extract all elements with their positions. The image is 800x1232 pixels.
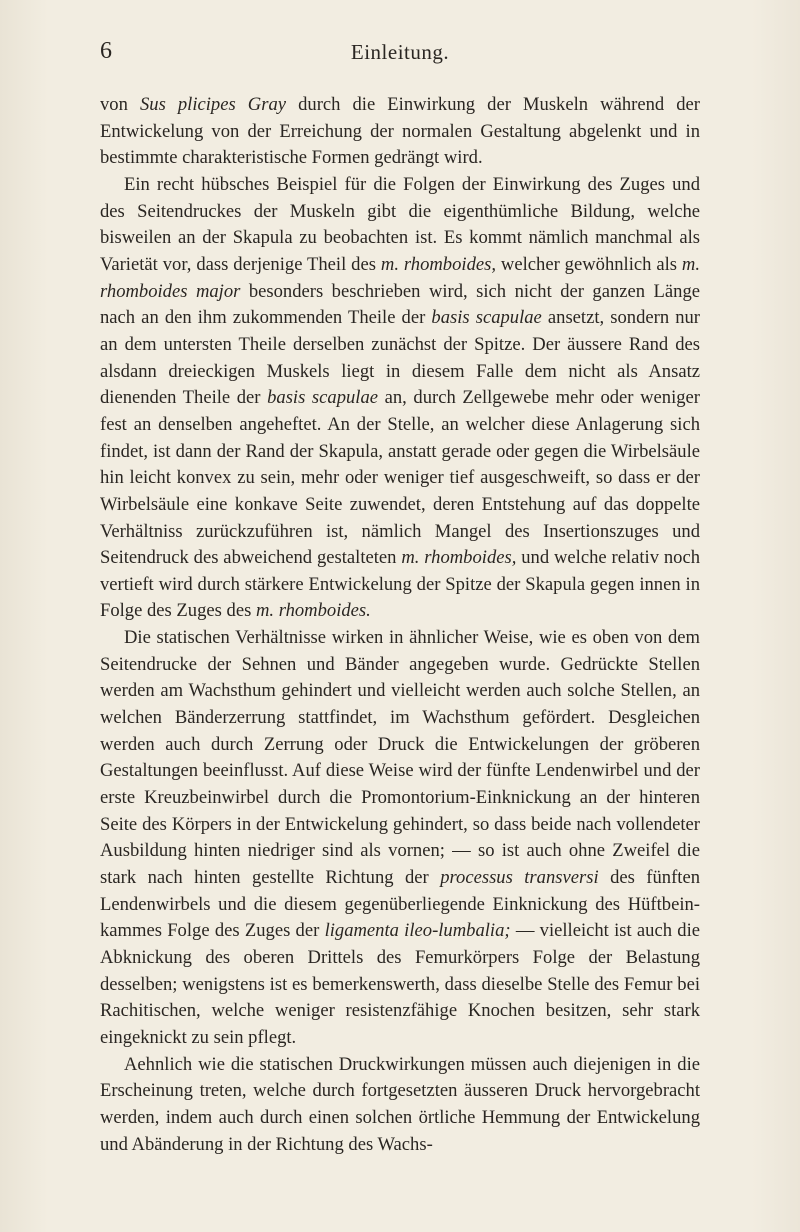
text-run: und welche relativ noch vertieft wird durch stärkere Entwickelung der Spitze der Skapula gegen innen in Folge des Zuges des: [100, 547, 700, 622]
text-run: Aehnlich wie die statischen Druckwirkungen müssen auch diejenigen in die Erscheinung treten, welche durch fortgesetzten äusseren Druck hervorgebracht werden, indem auch durch einen solchen örtliche Hemmung der Entwickelung und Abänderung in der Richtung des Wachs-: [100, 1053, 700, 1155]
italic-term: Sus plicipes Gray: [139, 94, 287, 115]
paragraph: [100, 92, 700, 172]
page-header: [100, 38, 700, 68]
text-run: besonders beschrieben wird, sich nicht der ganzen Länge nach an den ihm zukommenden Theile der: [100, 280, 701, 329]
italic-term: m. rhomboides,: [380, 253, 496, 275]
italic-term: basis scapulae: [431, 307, 542, 329]
page-number: 6: [100, 38, 112, 64]
italic-term: ligamenta ileo-lumbalia;: [324, 920, 511, 942]
italic-term: m. rhomboides.: [255, 600, 371, 622]
body-text: [100, 92, 700, 1158]
italic-term: basis scapulae: [267, 387, 379, 409]
text-run: durch die Einwirkung der Muskeln während der Entwickelung von der Erreichung der normalen Gestaltung abgelenkt und in bestimmte charakteristische Formen gedrängt wird.: [100, 94, 700, 169]
text-run: Ein recht hübsches Beispiel für die Folgen der Einwirkung des Zuges und des Seitendruckes der Muskeln gibt die eigenthümliche Bildung, welche bisweilen an der Skapula zu beobachten ist. Es kommt nämlich manchmal als Varietät vor, dass derjenige Theil des: [100, 173, 700, 275]
text-run: — vielleicht ist auch die Abknickung des oberen Drittels des Femurkörpers Folge der Belastung desselben; wenigstens ist es bemerkenswerth, dass dieselbe Stelle des Femur bei Rachitischen, welche weniger resistenzfähige Knochen besitzen, sehr stark eingeknickt zu sein pflegt.: [100, 920, 700, 1048]
text-run: an, durch Zellgewebe mehr oder weniger fest an denselben angeheftet. An der Stelle, an welcher diese Anlagerung sich findet, ist dann der Rand der Skapula, anstatt gerade oder gegen die Wirbelsäule hin leicht konvex zu sein, mehr oder weniger tief ausgeschweift, so dass er der Wirbelsäule eine konkave Seite zuwendet, deren Entstehung auf das doppelte Verhältniss zurückzuführen ist, nämlich Mangel des Insertionszuges und Seitendruck des abweichend gestalteten: [100, 387, 700, 569]
text-run: welcher gewöhnlich als: [496, 253, 682, 275]
paragraph: [100, 1052, 700, 1159]
text-run: Die statischen Verhältnisse wirken in ähnlicher Weise, wie es oben von dem Seitendrucke der Sehnen und Bänder angegeben wurde. Gedrückte Stellen werden am Wachsthum gehindert und vielleicht werden auch solche Stellen, an welchen Bänderzerrung stattfindet, im Wachsthum gefördert. Desgleichen werden auch durch Zerrung oder Druck die Entwickelungen der gröberen Gestaltungen beeinflusst. Auf diese Weise wird der fünfte Lendenwirbel und der erste Kreuzbeinwirbel durch die Promontorium-Einknickung an der hinteren Seite des Körpers in der Entwickelung gehindert, so dass beide nach vollendeter Ausbildung hinten niedriger sind als vornen; — so ist auch ohne Zweifel die stark nach hinten gestellte Richtung der: [100, 627, 700, 889]
running-head: Einleitung.: [350, 40, 450, 64]
paragraph: [100, 625, 700, 1052]
text-run: des fünften Lendenwirbels und die diesem gegenüberliegende Einknickung des Hüftbeinkammes Folge des Zuges der: [100, 867, 700, 942]
paragraph: [100, 172, 700, 625]
text-run: von: [100, 94, 140, 115]
italic-term: m. rhomboides major: [100, 253, 700, 302]
italic-term: m. rhomboides,: [401, 547, 517, 569]
italic-term: processus transversi: [440, 867, 599, 889]
text-run: ansetzt, sondern nur an dem untersten Theile derselben zunächst der Spitze. Der äussere Rand des alsdann dreieckigen Muskels liegt in diesem Falle dem nicht als Ansatz dienenden Theile der: [100, 307, 700, 409]
